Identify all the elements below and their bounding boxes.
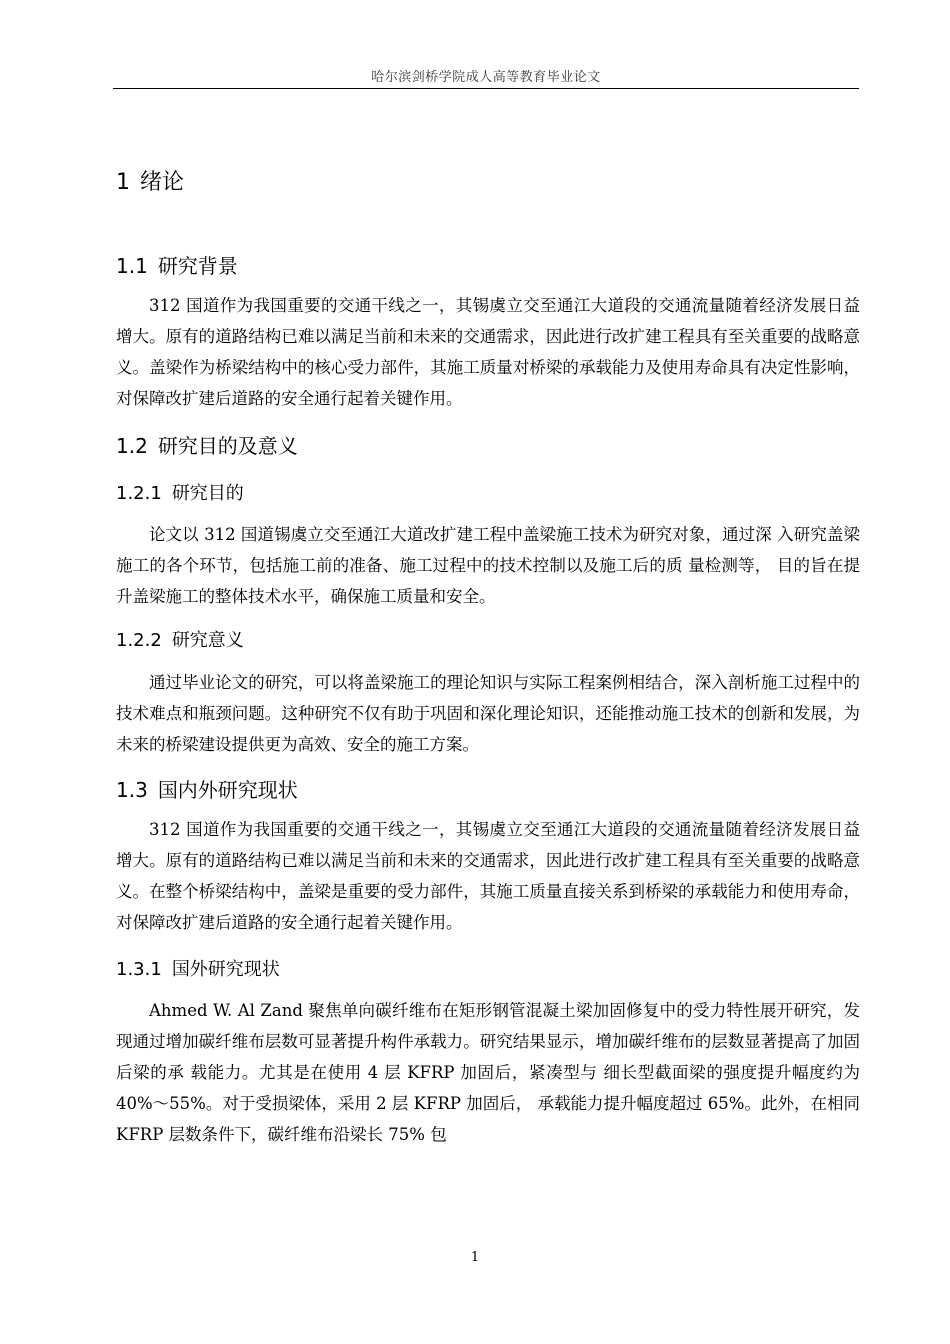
subsection-heading-1-2-1 bbox=[116, 479, 244, 505]
chapter-title: 绪论 bbox=[140, 170, 185, 195]
section-heading-1-3 bbox=[116, 774, 298, 803]
section-number: 1.1 bbox=[116, 254, 148, 278]
paragraph-research-significance: 通过毕业论文的研究，可以将盖梁施工的理论知识与实际工程案例相结合，深入剖析施工过程中的技术难点和瓶颈问题。这种研究不仅有助于巩固和深化理论知识，还能推动施工技术的创新和发展，为未来的桥梁建设提供更为高效、安全的施工方案。 bbox=[116, 673, 860, 754]
chapter-heading bbox=[116, 165, 184, 196]
subsection-number: 1.2.1 bbox=[116, 483, 162, 504]
paragraph-research-purpose: 论文以 312 国道锡虞立交至通江大道改扩建工程中盖梁施工技术为研究对象，通过深 入研究盖梁施工的各个环节，包括施工前的准备、施工过程中的技术控制以及施工后的质 量检测等， 目的旨在提升盖梁施工的整体技术水平，确保施工质量和安全。 bbox=[116, 525, 860, 606]
paragraph-foreign-research: Ahmed W. Al Zand 聚焦单向碳纤维布在矩形钢管混凝土梁加固修复中的受力特性展开研究，发现通过增加碳纤维布层数可显著提升构件承载力。研究结果显示，增加碳纤维布的层数显著提高了加固后梁的承 载能力。尤其是在使用 4 层 KFRP 加固后，紧凑型与 细长型截面梁的强度提升幅度约为 40%～55%。对于受损梁体，采用 2 层 KFRP 加固后， 承载能力提升幅度超过 65%。此外，在相同 KFRP 层数条件下，碳纤维布沿梁长 75% 包 bbox=[116, 1001, 860, 1144]
subsection-title: 国外研究现状 bbox=[171, 959, 280, 980]
subsection-title: 研究目的 bbox=[171, 483, 244, 504]
subsection-title: 研究意义 bbox=[171, 630, 244, 651]
section-heading-1-1 bbox=[116, 250, 238, 279]
page-number: 1 bbox=[470, 1250, 480, 1265]
section-number: 1.3 bbox=[116, 778, 148, 802]
subsection-number: 1.2.2 bbox=[116, 630, 162, 651]
subsection-heading-1-3-1 bbox=[116, 955, 280, 981]
subsection-heading-1-2-2 bbox=[116, 626, 244, 652]
subsection-number: 1.3.1 bbox=[116, 959, 162, 980]
section-title: 国内外研究现状 bbox=[157, 778, 298, 802]
section-title: 研究目的及意义 bbox=[157, 434, 298, 458]
chapter-number: 1 bbox=[116, 170, 130, 195]
paragraph-research-background: 312 国道作为我国重要的交通干线之一，其锡虞立交至通江大道段的交通流量随着经济发展日益增大。原有的道路结构已难以满足当前和未来的交通需求，因此进行改扩建工程具有至关重要的战略意义。盖梁作为桥梁结构中的核心受力部件，其施工质量对桥梁的承载能力及使用寿命具有决定性影响，对保障改扩建后道路的安全通行起着关键作用。 bbox=[116, 296, 860, 408]
running-header: 哈尔滨剑桥学院成人高等教育毕业论文 bbox=[371, 70, 601, 85]
section-heading-1-2 bbox=[116, 430, 298, 459]
section-number: 1.2 bbox=[116, 434, 148, 458]
paragraph-research-status: 312 国道作为我国重要的交通干线之一，其锡虞立交至通江大道段的交通流量随着经济发展日益增大。原有的道路结构已难以满足当前和未来的交通需求，因此进行改扩建工程具有至关重要的战略意义。在整个桥梁结构中，盖梁是重要的受力部件，其施工质量直接关系到桥梁的承载能力和使用寿命，对保障改扩建后道路的安全通行起着关键作用。 bbox=[116, 820, 860, 932]
header-rule bbox=[113, 88, 859, 89]
section-title: 研究背景 bbox=[157, 254, 238, 278]
